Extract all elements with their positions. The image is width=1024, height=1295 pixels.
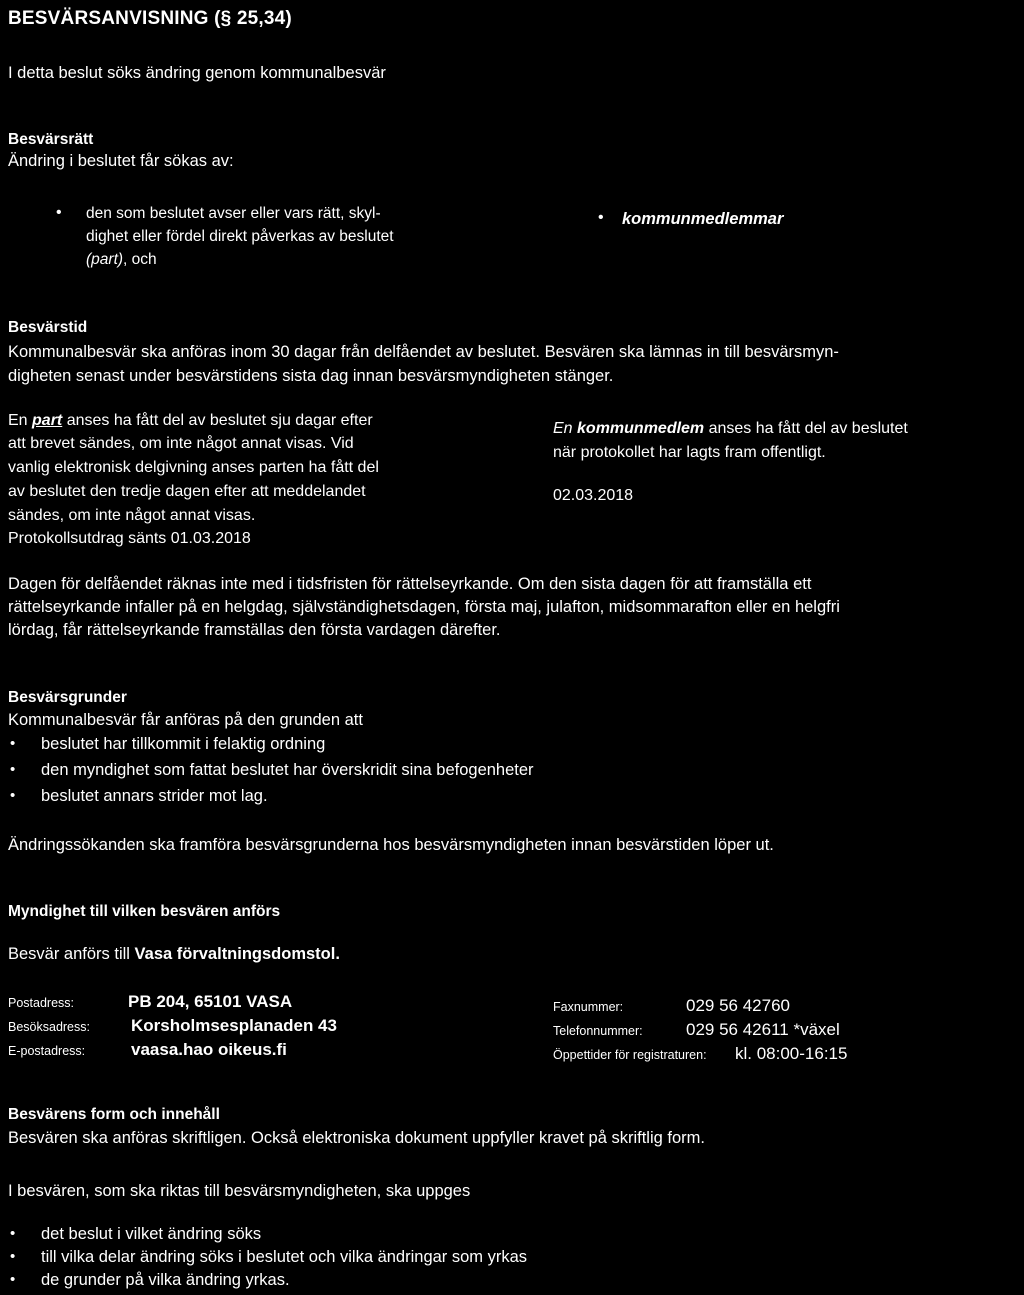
list-item: • beslutet annars strider mot lag. — [10, 785, 534, 807]
epost-label: E-postadress: — [8, 1044, 86, 1058]
besvarsgrunder-closing: Ändringssökanden ska framföra besvärsgrunderna hos besvärsmyndigheten innan besvärstiden löper ut. — [8, 836, 774, 854]
postadress-value: PB 204, 65101 VASA — [128, 992, 293, 1011]
part-term: (part) — [86, 251, 124, 268]
court-name: Vasa förvaltningsdomstol. — [134, 945, 340, 963]
list-item: • de grunder på vilka ändring yrkas. — [10, 1269, 527, 1291]
protokollsutdrag-date: Protokollsutdrag sänts 01.03.2018 — [8, 530, 251, 547]
part-paragraph-line3: vanlig elektronisk delgivning anses parten ha fått del — [8, 459, 379, 476]
page-title: BESVÄRSANVISNING (§ 25,34) — [8, 8, 292, 29]
tel-label: Telefonnummer: — [553, 1024, 643, 1038]
member-prefix: En — [553, 420, 578, 437]
part-definition-line1: den som beslutet avser eller vars rätt, skyl- — [86, 205, 381, 222]
besvarsgrunder-heading: Besvärsgrunder — [8, 689, 127, 706]
delfaende-line3: lördag, får rättelseyrkande framställas den första vardagen därefter. — [8, 621, 501, 639]
member-paragraph-line1 — [553, 418, 908, 440]
member-paragraph-line2: när protokollet har lagts fram offentligt. — [553, 444, 826, 461]
oppettider-value: kl. 08:00-16:15 — [735, 1044, 848, 1063]
besvarstid-line2: digheten senast under besvärstidens sista dag innan besvärsmyndigheten stänger. — [8, 367, 614, 385]
delfaende-line1: Dagen för delfåendet räknas inte med i tidsfristen för rättelseyrkande. Om den sista dagen för att framställa ett — [8, 575, 812, 593]
form-line2: I besvären, som ska riktas till besvärsmyndigheten, ska uppges — [8, 1182, 471, 1200]
tel-value: 029 56 42611 *växel — [686, 1020, 840, 1039]
intro-text: I detta beslut söks ändring genom kommunalbesvär — [8, 64, 386, 82]
epost-value: vaasa.hao oikeus.fi — [131, 1040, 287, 1059]
myndighet-lead-prefix: Besvär anförs till — [8, 945, 135, 963]
besvarsratt-lead: Ändring i beslutet får sökas av: — [8, 152, 234, 170]
list-item: • beslutet har tillkommit i felaktig ordning — [10, 733, 534, 755]
delfaende-line2: rättelseyrkande infaller på en helgdag, självständighetsdagen, första maj, julafton, midsommarafton eller en helgfri — [8, 598, 840, 616]
bullet-icon: • — [56, 204, 62, 221]
form-line1: Besvären ska anföras skriftligen. Också elektroniska dokument uppfyller kravet på skriftlig form. — [8, 1129, 705, 1147]
list-item: • den myndighet som fattat beslutet har överskridit sina befogenheter — [10, 759, 534, 781]
besoksadress-label: Besöksadress: — [8, 1020, 90, 1034]
besvarsgrunder-list — [10, 733, 534, 807]
besvarstid-heading: Besvärstid — [8, 319, 88, 336]
part-prefix: En — [8, 412, 33, 429]
part-definition-line2: dighet eller fördel direkt påverkas av beslutet — [86, 228, 394, 245]
member-date: 02.03.2018 — [553, 487, 634, 504]
part-paragraph-line4: av beslutet den tredje dagen efter att meddelandet — [8, 483, 366, 500]
form-list — [10, 1223, 527, 1291]
kommunmedlemmar-item: kommunmedlemmar — [622, 210, 784, 228]
besvarsratt-heading: Besvärsrätt — [8, 131, 94, 148]
besvarsgrunder-lead: Kommunalbesvär får anföras på den grunden att — [8, 711, 363, 729]
part-paragraph-line1 — [8, 410, 373, 432]
myndighet-heading: Myndighet till vilken besvären anförs — [8, 903, 281, 920]
member-word: kommunmedlem — [577, 420, 705, 437]
part-paragraph-line2: att brevet sändes, om inte något annat visas. Vid — [8, 435, 354, 452]
part-definition-tail: , och — [123, 251, 157, 268]
oppettider-label: Öppettider för registraturen: — [553, 1048, 707, 1062]
member-rest: anses ha fått del av beslutet — [704, 420, 908, 437]
bullet-icon: • — [598, 209, 604, 226]
postadress-label: Postadress: — [8, 996, 75, 1010]
part-word: part — [32, 412, 63, 429]
fax-value: 029 56 42760 — [686, 996, 790, 1015]
list-item: • till vilka delar ändring söks i beslutet och vilka ändringar som yrkas — [10, 1246, 527, 1268]
list-item: • det beslut i vilket ändring söks — [10, 1223, 527, 1245]
part-definition-line3 — [86, 249, 157, 271]
fax-label: Faxnummer: — [553, 1000, 624, 1014]
form-heading: Besvärens form och innehåll — [8, 1106, 220, 1123]
myndighet-lead — [8, 943, 340, 965]
besvarstid-line1: Kommunalbesvär ska anföras inom 30 dagar från delfåendet av beslutet. Besvären ska lämnas in till besvärsmyn- — [8, 343, 839, 361]
besoksadress-value: Korsholmsesplanaden 43 — [131, 1016, 337, 1035]
part-rest: anses ha fått del av beslutet sju dagar efter — [62, 412, 373, 429]
part-paragraph-line5: sändes, om inte något annat visas. — [8, 507, 256, 524]
